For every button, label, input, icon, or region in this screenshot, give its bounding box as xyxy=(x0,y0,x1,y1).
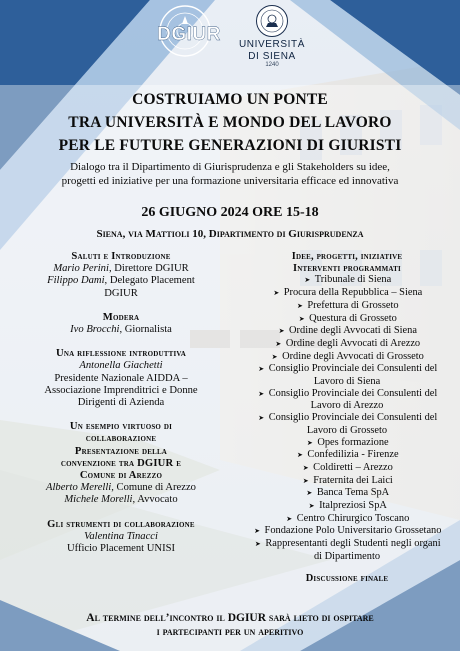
institution-item: ➤ Consiglio Provinciale dei Consulenti del xyxy=(258,412,438,424)
institution-item: ➤ Confedilizia - Firenze xyxy=(296,449,399,461)
institution-item-cont: di Dipartimento xyxy=(313,550,381,562)
arrow-bullet-icon: ➤ xyxy=(298,314,305,323)
section-esempio-heading-3: Presentazione della xyxy=(74,445,168,457)
speaker-tinacci-role: Ufficio Placement UNISI xyxy=(66,543,176,555)
speaker-brocchi: Ivo Brocchi, Giornalista xyxy=(70,324,172,336)
unisi-seal-icon xyxy=(255,4,289,38)
institution-item: ➤ Italpreziosi SpA xyxy=(308,500,387,512)
subtitle-line-2: progetti ed iniziative per una formazione universitaria efficace ed innovativa xyxy=(61,175,399,187)
arrow-bullet-icon: ➤ xyxy=(302,463,309,472)
arrow-bullet-icon: ➤ xyxy=(278,327,285,336)
arrow-bullet-icon: ➤ xyxy=(296,451,303,460)
speaker-giachetti: Antonella Giachetti xyxy=(79,360,163,372)
speaker-morelli: Michele Morelli, Avvocato xyxy=(64,494,178,506)
section-idee-heading-2: Interventi programmati xyxy=(293,262,401,274)
arrow-bullet-icon: ➤ xyxy=(275,339,282,348)
section-idee-heading-1: Idee, progetti, iniziative xyxy=(291,251,403,262)
section-modera-heading: Modera xyxy=(102,311,140,323)
event-place: Siena, via Mattioli 10, Dipartimento di Giurisprudenza xyxy=(96,228,364,240)
section-esempio-heading-4: convenzione tra DGIUR e xyxy=(60,457,182,469)
section-saluti-heading: Saluti e Introduzione xyxy=(71,251,171,262)
subtitle-line-1: Dialogo tra il Dipartimento di Giurisprudenza e gli Stakeholders su idee, xyxy=(70,161,390,173)
institution-item: ➤ Fondazione Polo Universitario Grossetano xyxy=(254,525,442,537)
arrow-bullet-icon: ➤ xyxy=(306,489,313,498)
institution-item: ➤ Ordine degli Avvocati di Siena xyxy=(278,325,417,337)
institution-item: ➤ Consiglio Provinciale dei Consulenti del xyxy=(258,387,438,399)
arrow-bullet-icon: ➤ xyxy=(273,289,280,298)
institution-item-cont: Lavoro di Arezzo xyxy=(310,400,384,412)
title-line-3: PER LE FUTURE GENERAZIONI DI GIURISTI xyxy=(58,137,402,154)
arrow-bullet-icon: ➤ xyxy=(258,414,265,423)
speaker-dami: Filippo Dami, Delegato Placement xyxy=(47,275,195,287)
arrow-bullet-icon: ➤ xyxy=(254,540,261,549)
institution-item: ➤ Consiglio Provinciale dei Consulenti del xyxy=(258,363,438,375)
arrow-bullet-icon: ➤ xyxy=(258,389,265,398)
institution-item: ➤ Fraternita dei Laici xyxy=(302,474,393,486)
speaker-perini: Mario Perini, Direttore DGIUR xyxy=(53,263,189,275)
arrow-bullet-icon: ➤ xyxy=(258,365,265,374)
event-date: 26 GIUGNO 2024 ORE 15-18 xyxy=(141,205,319,220)
section-riflessione-heading: Una riflessione introduttiva xyxy=(55,348,187,360)
closing-line-2: i partecipanti per un aperitivo xyxy=(156,626,304,638)
closing-line-1: Al termine dell’incontro il DGIUR sarà lieto di ospitare xyxy=(86,612,374,624)
unisi-name-line2: DI SIENA xyxy=(248,51,296,62)
institution-item-cont: Lavoro di Siena xyxy=(313,376,381,388)
speaker-tinacci: Valentina Tinacci xyxy=(84,530,158,542)
arrow-bullet-icon: ➤ xyxy=(308,502,315,511)
institution-item: ➤ Ordine degli Avvocati di Arezzo xyxy=(275,337,421,349)
section-discussione-heading: Discussione finale xyxy=(305,572,389,584)
arrow-bullet-icon: ➤ xyxy=(286,514,293,523)
speaker-dami-role: DGIUR xyxy=(104,287,138,299)
arrow-bullet-icon: ➤ xyxy=(296,301,303,310)
title-line-1: COSTRUIAMO UN PONTE xyxy=(132,91,328,108)
institution-item-cont: Lavoro di Grosseto xyxy=(306,424,388,436)
speaker-giachetti-role-1: Presidente Nazionale AIDDA – xyxy=(54,372,188,384)
closing-note xyxy=(0,611,460,639)
institution-item: ➤ Opes formazione xyxy=(306,436,389,448)
unisi-year: 1240 xyxy=(265,62,279,68)
section-esempio-heading-2: collaborazione xyxy=(85,433,157,445)
title-line-2: TRA UNIVERSITÀ E MONDO DEL LAVORO xyxy=(68,114,392,131)
arrow-bullet-icon: ➤ xyxy=(271,352,278,361)
section-esempio-heading-1: Un esempio virtuoso di xyxy=(69,421,173,433)
arrow-bullet-icon: ➤ xyxy=(306,438,313,447)
speaker-giachetti-role-3: Dirigenti di Azienda xyxy=(77,397,165,409)
speaker-giachetti-role-2: Associazione Imprenditrici e Donne xyxy=(44,384,198,396)
institution-item: ➤ Ordine degli Avvocati di Grosseto xyxy=(271,350,424,362)
unisi-name-line1: UNIVERSITÀ xyxy=(238,39,305,50)
institution-item: ➤ Rappresentanti degli Studenti negli organi xyxy=(254,538,441,550)
institution-item: ➤ Prefettura di Grosseto xyxy=(296,299,399,311)
dgiur-logo xyxy=(140,2,230,72)
institution-item: ➤ Procura della Repubblica – Siena xyxy=(273,287,423,299)
unisi-logo xyxy=(232,4,312,76)
institution-item: ➤ Coldiretti – Arezzo xyxy=(302,461,393,473)
speaker-merelli: Alberto Merelli, Comune di Arezzo xyxy=(46,482,196,494)
arrow-bullet-icon: ➤ xyxy=(254,527,260,536)
institution-list xyxy=(240,274,454,562)
section-esempio-heading-5: Comune di Arezzo xyxy=(79,470,163,482)
institution-item: ➤ Questura di Grosseto xyxy=(298,312,397,324)
arrow-bullet-icon: ➤ xyxy=(304,276,311,285)
institution-item: ➤ Centro Chirurgico Toscano xyxy=(286,512,410,524)
program-right-column xyxy=(240,251,454,584)
section-strumenti-heading: Gli strumenti di collaborazione xyxy=(47,518,195,530)
institution-item: ➤ Banca Tema SpA xyxy=(306,487,390,499)
arrow-bullet-icon: ➤ xyxy=(302,476,309,485)
institution-item: ➤ Tribunale di Siena xyxy=(304,274,392,286)
dgiur-label: DGIUR xyxy=(157,24,221,45)
program-left-column xyxy=(10,251,232,555)
